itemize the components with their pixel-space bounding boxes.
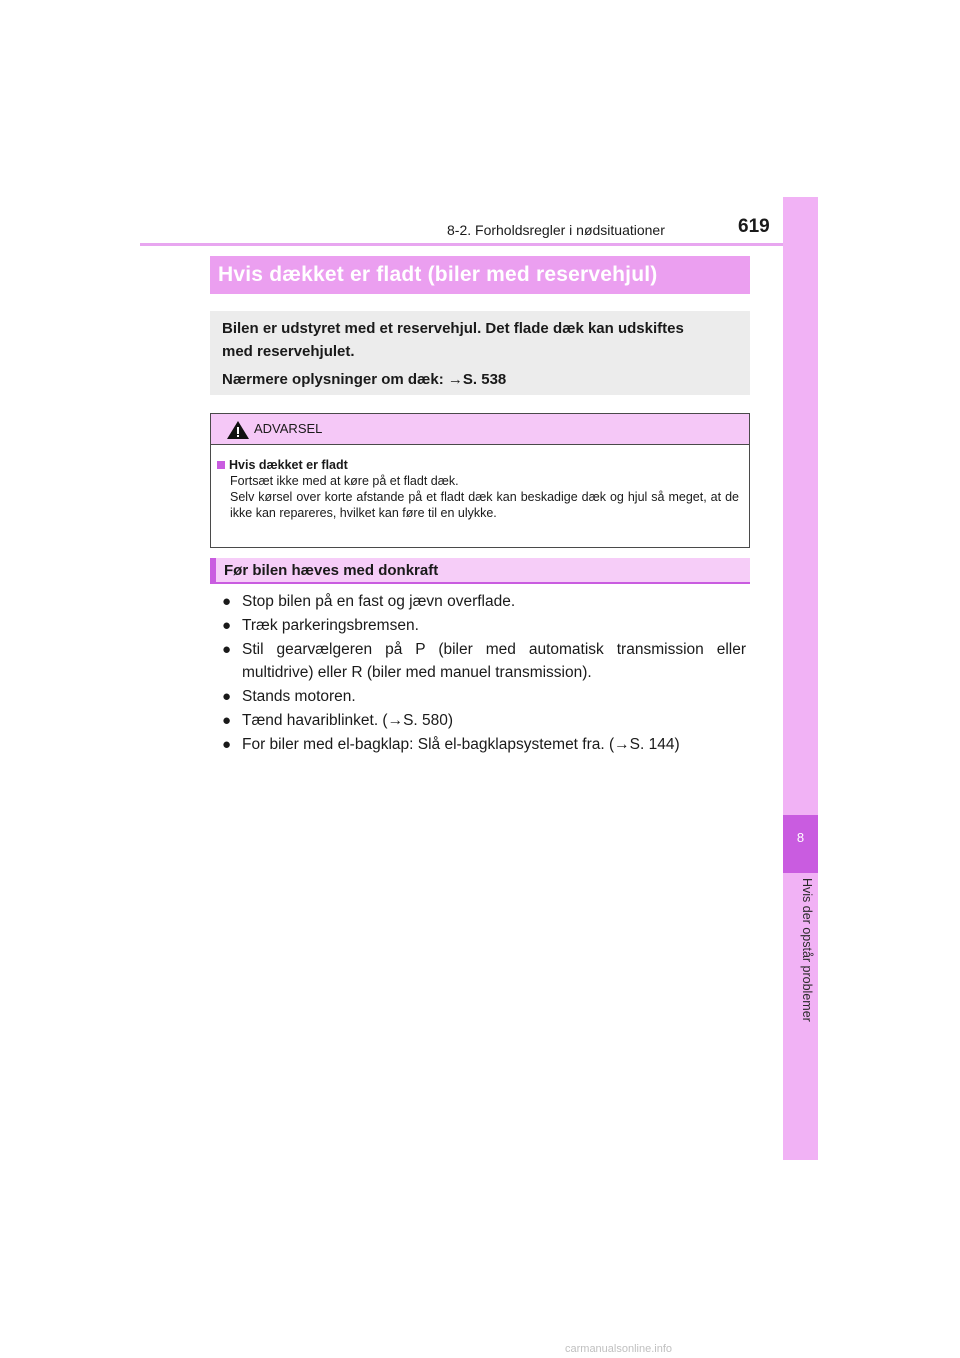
- intro-line-2: med reservehjulet.: [222, 343, 355, 360]
- bullet-icon: ●: [222, 712, 232, 729]
- header-rule: [140, 243, 818, 246]
- square-bullet-icon: [217, 461, 225, 469]
- side-tab-label: Hvis der opstår problemer: [800, 878, 814, 1022]
- bullet-icon: ●: [222, 593, 232, 610]
- step-text: Tænd havariblinket. (→S. 580): [242, 712, 454, 729]
- intro-reference: Nærmere oplysninger om dæk: →S. 538: [222, 371, 507, 388]
- footer-watermark[interactable]: carmanualsonline.info: [565, 1343, 673, 1355]
- step-text: Stil gearvælgeren på P (biler med automatisk transmission eller multidrive) eller R (biler med manuel transmission).: [242, 641, 746, 681]
- bullet-icon: ●: [222, 617, 232, 634]
- step-text: Stands motoren.: [242, 688, 356, 705]
- intro-box: [210, 311, 750, 395]
- list-item: [222, 590, 746, 613]
- section-heading: [210, 558, 750, 584]
- breadcrumb: 8-2. Forholdsregler i nødsituationer: [447, 222, 665, 238]
- warning-box: [210, 413, 750, 548]
- list-item: [222, 733, 746, 756]
- side-tab-chapter-number: 8: [796, 830, 805, 845]
- warning-header: [211, 414, 749, 445]
- section-heading-bar: [210, 558, 216, 582]
- bullet-icon: ●: [222, 688, 232, 705]
- bullet-icon: ●: [222, 736, 232, 753]
- step-list: [222, 590, 746, 757]
- main-heading: Hvis dækket er fladt (biler med reservehjul): [210, 256, 750, 294]
- warning-text-2: Selv kørsel over korte afstande på et fladt dæk kan beskadige dæk og hjul så meget, at de ikke kan repareres, hvilket kan føre til en ulykke.: [230, 490, 739, 520]
- list-item: [222, 709, 746, 732]
- warning-text-1: Fortsæt ikke med at køre på et fladt dæk.: [230, 474, 459, 488]
- intro-line-1: Bilen er udstyret med et reservehjul. Det flade dæk kan udskiftes: [222, 320, 684, 337]
- step-text: Træk parkeringsbremsen.: [242, 617, 419, 634]
- warning-title: ADVARSEL: [254, 421, 323, 436]
- step-text: Stop bilen på en fast og jævn overflade.: [242, 593, 516, 610]
- list-item: [222, 685, 746, 708]
- warning-subtitle-row: [217, 457, 739, 473]
- warning-triangle-icon: [226, 420, 250, 440]
- warning-subtitle: Hvis dækket er fladt: [229, 458, 348, 472]
- bullet-icon: ●: [222, 641, 232, 658]
- section-heading-text: Før bilen hæves med donkraft: [224, 562, 439, 579]
- step-text: For biler med el-bagklap: Slå el-bagklapsystemet fra. (→S. 144): [242, 736, 680, 753]
- page-number: 619: [738, 216, 770, 237]
- list-item: [222, 614, 746, 637]
- warning-body: [211, 445, 749, 521]
- list-item: [222, 638, 746, 684]
